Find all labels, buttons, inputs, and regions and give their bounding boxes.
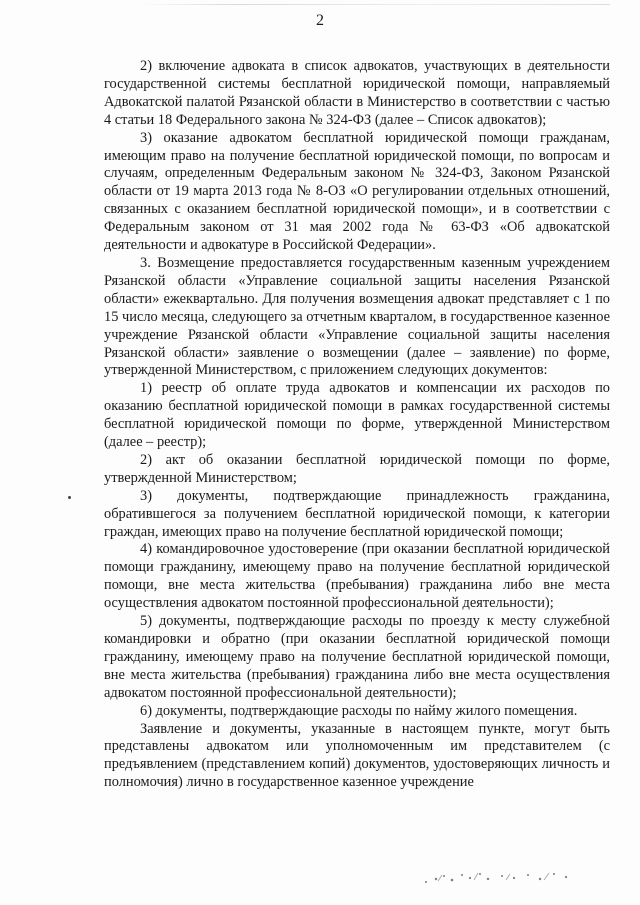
paragraph-section-3: 3. Возмещение предоставляется государственным казенным учреждением Рязанской области «Управление социальной защиты населения Рязанской области» ежеквартально. Для получения возмещения адвокат представляет с 1 по 15 число месяца, следующего за отчетным кварталом, в государственное казенное учреждение Рязанской области «Управление социальной защиты населения Рязанской области» заявление о возмещении (далее – заявление) по форме, утвержденной Министерством, с приложением следующих документов: — [104, 254, 610, 379]
paragraph-submission: Заявление и документы, указанные в настоящем пункте, могут быть представлены адвокатом или уполномоченным им представителем (с предъявлением (представлением копий) документов, удостоверяющих личность и полномочия) лично в государственное казенное учреждение — [104, 720, 610, 791]
paragraph-doc-5: 5) документы, подтверждающие расходы по проезду к месту служебной командировки и обратно (при оказании бесплатной юридической помощи гражданину, имеющему право на получение бесплатной юридической помощи, вне места жительства (пребывания) гражданина либо вне места осуществления адвокатом постоянной профессиональной деятельности); — [104, 613, 610, 701]
paragraph-doc-6: 6) документы, подтверждающие расходы по найму жилого помещения. — [140, 702, 578, 719]
paragraph-doc-1: 1) реестр об оплате труда адвокатов и компенсации их расходов по оказанию бесплатной юридической помощи в рамках государственной системы бесплатной юридической помощи по форме, утвержденной Министерством (далее – реестр); — [104, 380, 610, 451]
document-body — [104, 58, 610, 792]
page-number: 2 — [316, 12, 324, 29]
scan-artifact-marks — [418, 866, 588, 890]
scan-artifact-dot — [68, 496, 71, 499]
paragraph-doc-4: 4) командировочное удостоверение (при оказании бесплатной юридической помощи гражданину, имеющему право на получение бесплатной юридической помощи, вне места жительства (пребывания) гражданина либо вне места осуществления адвокатом постоянной профессиональной деятельности); — [104, 541, 610, 612]
paragraph-item-3: 3) оказание адвокатом бесплатной юридической помощи гражданам, имеющим право на получение бесплатной юридической помощи, по вопросам и случаям, определенным Федеральным законом № 324-ФЗ, Законом Рязанской области от 19 марта 2013 года № 8-ОЗ «О регулировании отдельных отношений, связанных с оказанием бесплатной юридической помощи», и в соответствии с Федеральным законом от 31 мая 2002 года № 63-ФЗ «Об адвокатской деятельности и адвокатуре в Российской Федерации». — [104, 129, 610, 254]
scan-artifact-line — [140, 4, 610, 5]
paragraph-item-2: 2) включение адвоката в список адвокатов, участвующих в деятельности государственной системы бесплатной юридической помощи, направляемый Адвокатской палатой Рязанской области в Министерство в соответствии с частью 4 статьи 18 Федерального закона № 324-ФЗ (далее – Список адвокатов); — [104, 58, 610, 128]
paragraph-doc-2: 2) акт об оказании бесплатной юридической помощи по форме, утвержденной Министерством; — [104, 451, 610, 486]
paragraph-doc-3: 3) документы, подтверждающие принадлежность гражданина, обратившегося за получением бесплатной юридической помощи, к категории граждан, имеющих право на получение бесплатной юридической помощи; — [104, 487, 610, 540]
